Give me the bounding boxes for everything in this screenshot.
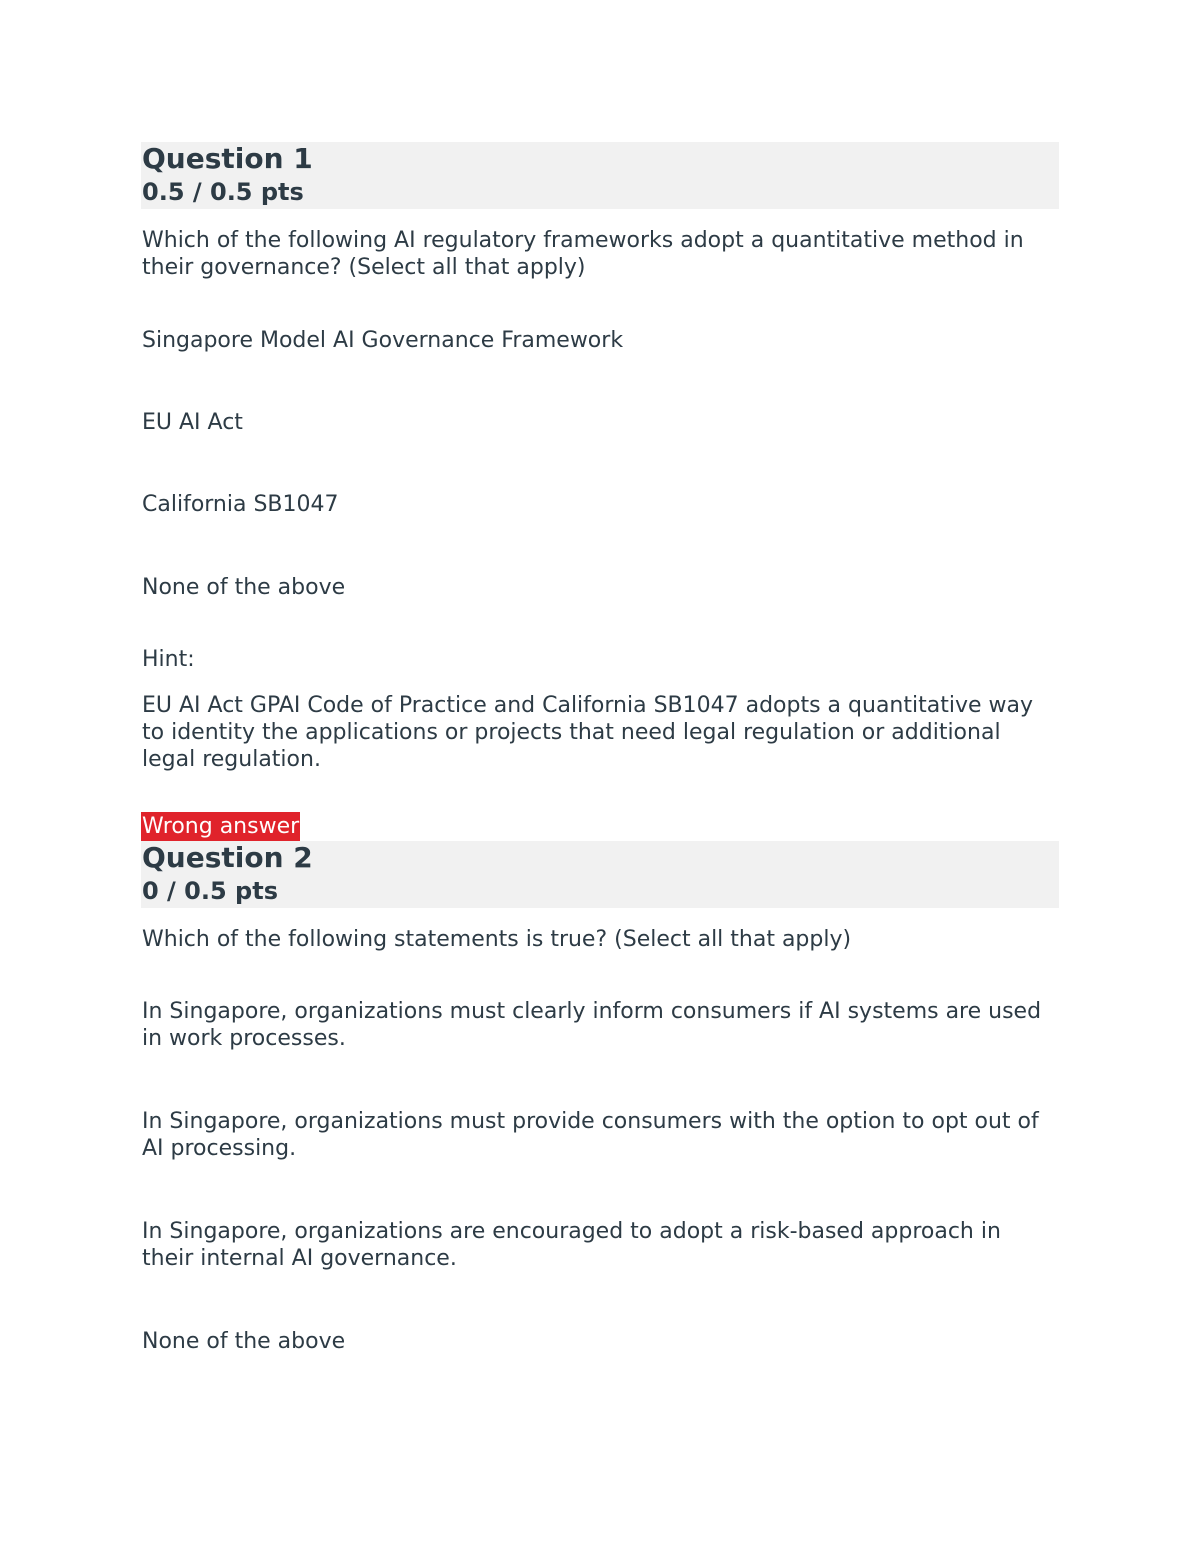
question-1-points: 0.5 / 0.5 pts: [142, 178, 304, 206]
wrong-answer-badge: Wrong answer: [142, 814, 300, 839]
question-1-option-4[interactable]: None of the above: [142, 575, 346, 600]
question-1-option-3[interactable]: California SB1047: [142, 492, 339, 517]
question-2-option-2[interactable]: In Singapore, organizations must provide consumers with the option to opt out of AI processing.: [142, 1109, 1039, 1161]
question-1-option-2[interactable]: EU AI Act: [142, 410, 243, 435]
hint-label: Hint:: [142, 647, 195, 672]
question-2-title: Question 2: [142, 841, 313, 874]
question-2-points: 0 / 0.5 pts: [142, 877, 278, 905]
question-1-header: [141, 142, 1059, 209]
question-1-option-1[interactable]: Singapore Model AI Governance Framework: [142, 328, 624, 353]
question-1-prompt: Which of the following AI regulatory frameworks adopt a quantitative method in their governance? (Select all that apply): [142, 228, 1024, 280]
question-2-prompt: Which of the following statements is true? (Select all that apply): [142, 927, 852, 952]
question-2-option-1[interactable]: In Singapore, organizations must clearly inform consumers if AI systems are used in work processes.: [142, 999, 1042, 1051]
question-1-title: Question 1: [142, 142, 313, 175]
hint-text: EU AI Act GPAI Code of Practice and California SB1047 adopts a quantitative way to identity the applications or projects that need legal regulation or additional legal regulation.: [142, 693, 1033, 772]
question-2-option-3[interactable]: In Singapore, organizations are encouraged to adopt a risk-based approach in their internal AI governance.: [142, 1219, 1001, 1271]
question-2-header: [141, 841, 1059, 908]
question-2-option-4[interactable]: None of the above: [142, 1329, 346, 1354]
